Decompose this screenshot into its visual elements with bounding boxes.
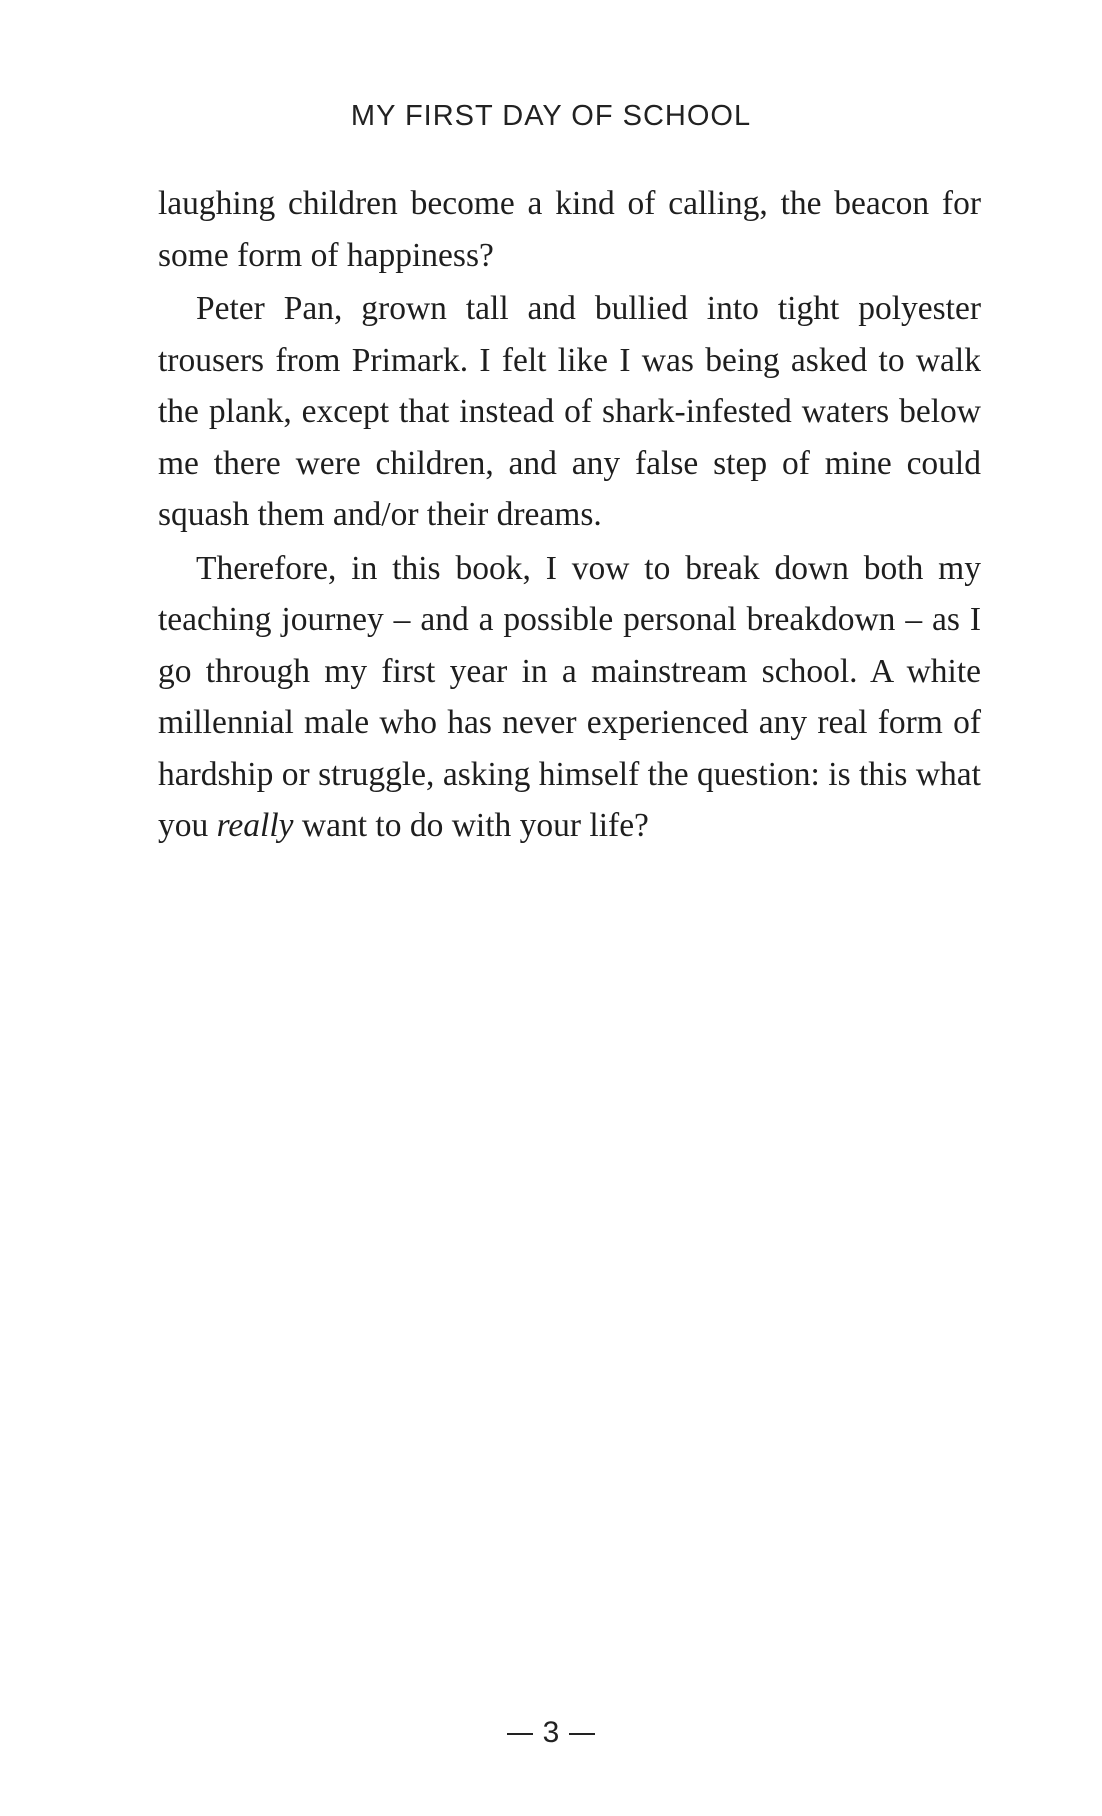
dash-right <box>569 1733 595 1735</box>
body-text <box>158 178 981 854</box>
paragraph-therefore <box>158 543 981 852</box>
running-head: MY FIRST DAY OF SCHOOL <box>350 100 752 132</box>
emphasized-word: really <box>216 807 294 844</box>
dash-left <box>507 1733 533 1735</box>
page-number-value: 3 <box>542 1716 560 1749</box>
paragraph-continued: laughing children become a kind of calling, the beacon for some form of happiness? <box>158 185 981 274</box>
paragraph-text-start: Therefore, in this book, I vow to break down both my teaching journey – and a possible personal breakdown – as I go through my first year in a mainstream school. A white millennial male who has never experienced any real form of hardship or struggle, asking himself the question: is this what you <box>158 549 981 844</box>
paragraph-text-end: want to do with your life? <box>293 807 649 844</box>
paragraph-peter-pan: Peter Pan, grown tall and bullied into tight polyester trousers from Primark. I felt like I was being asked to walk the plank, except that instead of shark-infested waters below me there were children, and any false step of mine could squash them and/or their dreams. <box>158 290 981 533</box>
page-number <box>0 1716 1102 1750</box>
